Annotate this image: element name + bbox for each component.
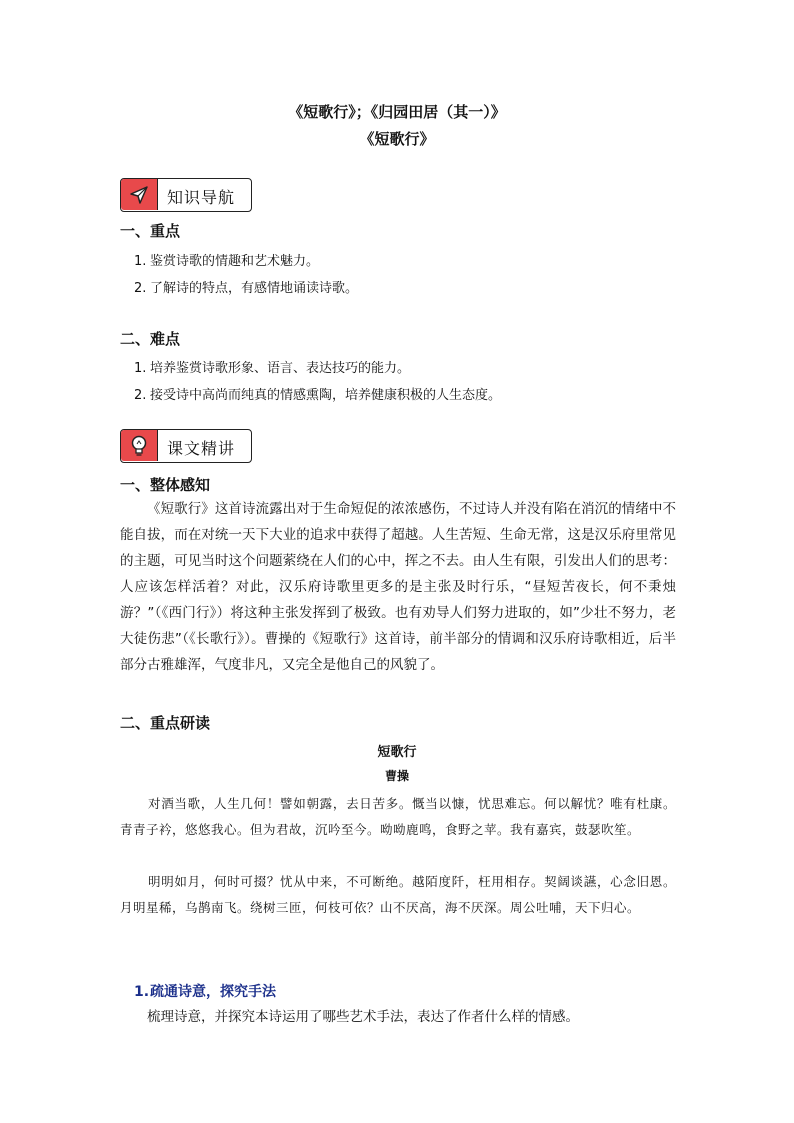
knowledge-nav-badge: [120, 178, 252, 212]
list-item: 2. 接受诗中高尚而纯真的情感熏陶，培养健康积极的人生态度。: [134, 388, 502, 403]
document-title: 《短歌行》；《归园田居（其一）》: [288, 103, 506, 121]
list-item: 1. 培养鉴赏诗歌形象、语言、表达技巧的能力。: [134, 361, 411, 376]
light-bulb-icon: [121, 430, 158, 461]
subsection-heading: 1.疏通诗意，探究手法: [134, 984, 276, 1000]
badge-label: 课文精讲: [167, 439, 236, 458]
poem-author: 曹操: [384, 769, 409, 783]
badge-label: 知识导航: [167, 188, 236, 207]
section-heading-overall: 一、整体感知: [120, 476, 211, 494]
document-subtitle: 《短歌行》: [359, 130, 435, 148]
poem-stanza: 对酒当歌，人生几何！譬如朝露，去日苦多。慨当以慷，忧思难忘。何以解忧？唯有杜康。青青子衿，悠悠我心。但为君故，沉吟至今。呦呦鹿鸣，食野之苹。我有嘉宾，鼓瑟吹笙。: [120, 796, 676, 837]
section-heading-difficulties: 二、难点: [120, 330, 181, 348]
task-text: 梳理诗意，并探究本诗运用了哪些艺术手法，表达了作者什么样的情感。: [147, 1009, 579, 1025]
section-heading-key-points: 一、重点: [120, 222, 181, 240]
text-explanation-badge: [120, 429, 252, 463]
list-item: 2. 了解诗的特点，有感情地诵读诗歌。: [134, 281, 359, 296]
list-item: 1. 鉴赏诗歌的情趣和艺术魅力。: [134, 254, 320, 269]
overall-paragraph: 《短歌行》这首诗流露出对于生命短促的浓浓感伤，不过诗人并没有陷在消沉的情绪中不能自拔，而在对统一天下大业的追求中获得了超越。人生苦短、生命无常，这是汉乐府里常见的主题，可见当时这个问题萦绕在人们的心中，挥之不去。由人生有限，引发出人们的思考：人应该怎样活着？对此，汉乐府诗歌里更多的是主张及时行乐，“昼短苦夜长，何不秉烛游？”（《西门行》）将这种主张发挥到了极致。也有劝导人们努力进取的，如”少壮不努力，老大徒伤悲”（《长歌行》）。曹操的《短歌行》这首诗，前半部分的情调和汉乐府诗歌相近，后半部分古雅雄浑，气度非凡，又完全是他自己的风貌了。: [120, 501, 676, 673]
poem-stanza: 明明如月，何时可掇？忧从中来，不可断绝。越陌度阡，枉用相存。契阔谈讌，心念旧恩。月明星稀，乌鹊南飞。绕树三匝，何枝可依？山不厌高，海不厌深。周公吐哺，天下归心。: [120, 874, 676, 915]
poem-title: 短歌行: [377, 745, 417, 760]
paper-plane-icon: [121, 179, 158, 210]
section-heading-study: 二、重点研读: [120, 714, 211, 732]
